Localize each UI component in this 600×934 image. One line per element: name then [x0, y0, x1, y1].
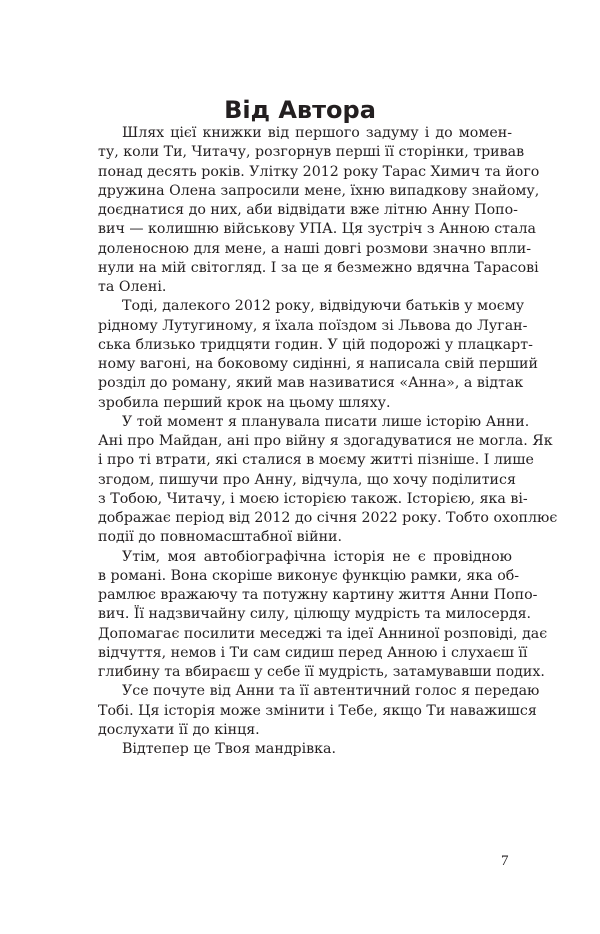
text-line: Ані про Майдан, ані про війну я здогадуватися не могла. Як — [98, 433, 553, 449]
text-line: дружина Олена запросили мене, їхню випадкову знайому, — [98, 182, 540, 199]
text-line: вич — колишню військову УПА. Ця зустріч з Анною стала — [98, 221, 536, 238]
text-line: розділ до роману, який мав називатися «Анна», а відтак — [98, 375, 524, 392]
text-line: дослухати її до кінця. — [98, 721, 260, 738]
paragraph — [98, 548, 548, 683]
text-line: Шлях цієї книжки від першого задуму і до момен- — [122, 125, 512, 141]
text-line: та Олені. — [98, 279, 167, 295]
paragraph — [98, 297, 538, 413]
body-text — [98, 124, 558, 759]
text-line: Утім, моя автобіографічна історія не є провідною — [122, 548, 512, 565]
text-line: дображає період від 2012 до січня 2022 року. Тобто охоплює — [98, 510, 558, 526]
page-title: Від Автора — [224, 96, 376, 125]
text-line: доєднатися до них, аби відвідати вже літню Анну Попо- — [98, 202, 518, 218]
text-line: глибину та вбираєш у себе її мудрість, затамувавши подих. — [98, 664, 545, 680]
text-line: нули на мій світогляд. І за це я безмежно вдячна Тарасові — [98, 259, 539, 276]
text-line: ному вагоні, на боковому сидінні, я написала свій перший — [98, 356, 538, 372]
text-line: ту, коли Ти, Читачу, розгорнув перші її сторінки, тривав — [98, 144, 525, 161]
paragraph — [98, 740, 512, 759]
text-line: доленосною для мене, а наші довгі розмови значно впли- — [98, 240, 532, 257]
text-line: рамлює вражаючу та потужну картину життя Анни Попо- — [98, 587, 538, 603]
text-line: ська близько тридцяти годин. У цій подорожі у плацкарт- — [98, 336, 533, 353]
text-line: понад десять років. Улітку 2012 року Тарас Химич та його — [98, 163, 540, 180]
paragraph — [98, 682, 540, 740]
text-line: Допомагає посилити меседжі та ідеї Анниної розповіді, дає — [98, 625, 548, 642]
page-number: 7 — [501, 853, 509, 869]
text-line: згодом, пишучи про Анну, відчула, що хочу поділитися — [98, 471, 516, 488]
text-line: зробила перший крок на цьому шляху. — [98, 394, 391, 411]
paragraph — [98, 124, 540, 297]
text-line: Тобі. Ця історія може змінити і Тебе, якщо Ти наважишся — [98, 702, 537, 719]
text-line: відчуття, немов і Ти сам сидиш перед Анною і слухаєш її — [98, 644, 528, 661]
text-line: в романі. Вона скоріше виконує функцію рамки, яка об- — [98, 567, 520, 584]
text-line: Відтепер це Твоя мандрівка. — [122, 741, 336, 757]
text-line: події до повномасштабної війни. — [98, 529, 343, 546]
text-line: з Тобою, Читачу, і моєю історією також. Історією, яка ві- — [98, 490, 528, 507]
text-line: і про ті втрати, які сталися в моєму житті пізніше. І лише — [98, 452, 534, 469]
text-line: У той момент я планувала писати лише історію Анни. — [122, 413, 530, 430]
text-line: Тоді, далекого 2012 року, відвідуючи батьків у моєму — [122, 298, 525, 315]
text-line: рідному Лутугиному, я їхала поїздом зі Львова до Луган- — [98, 317, 528, 334]
text-line: Усе почуте від Анни та її автентичний голос я передаю — [122, 683, 540, 700]
text-line: вич. Її надзвичайну силу, цілющу мудрість та милосердя. — [98, 606, 532, 623]
paragraph — [98, 413, 558, 548]
